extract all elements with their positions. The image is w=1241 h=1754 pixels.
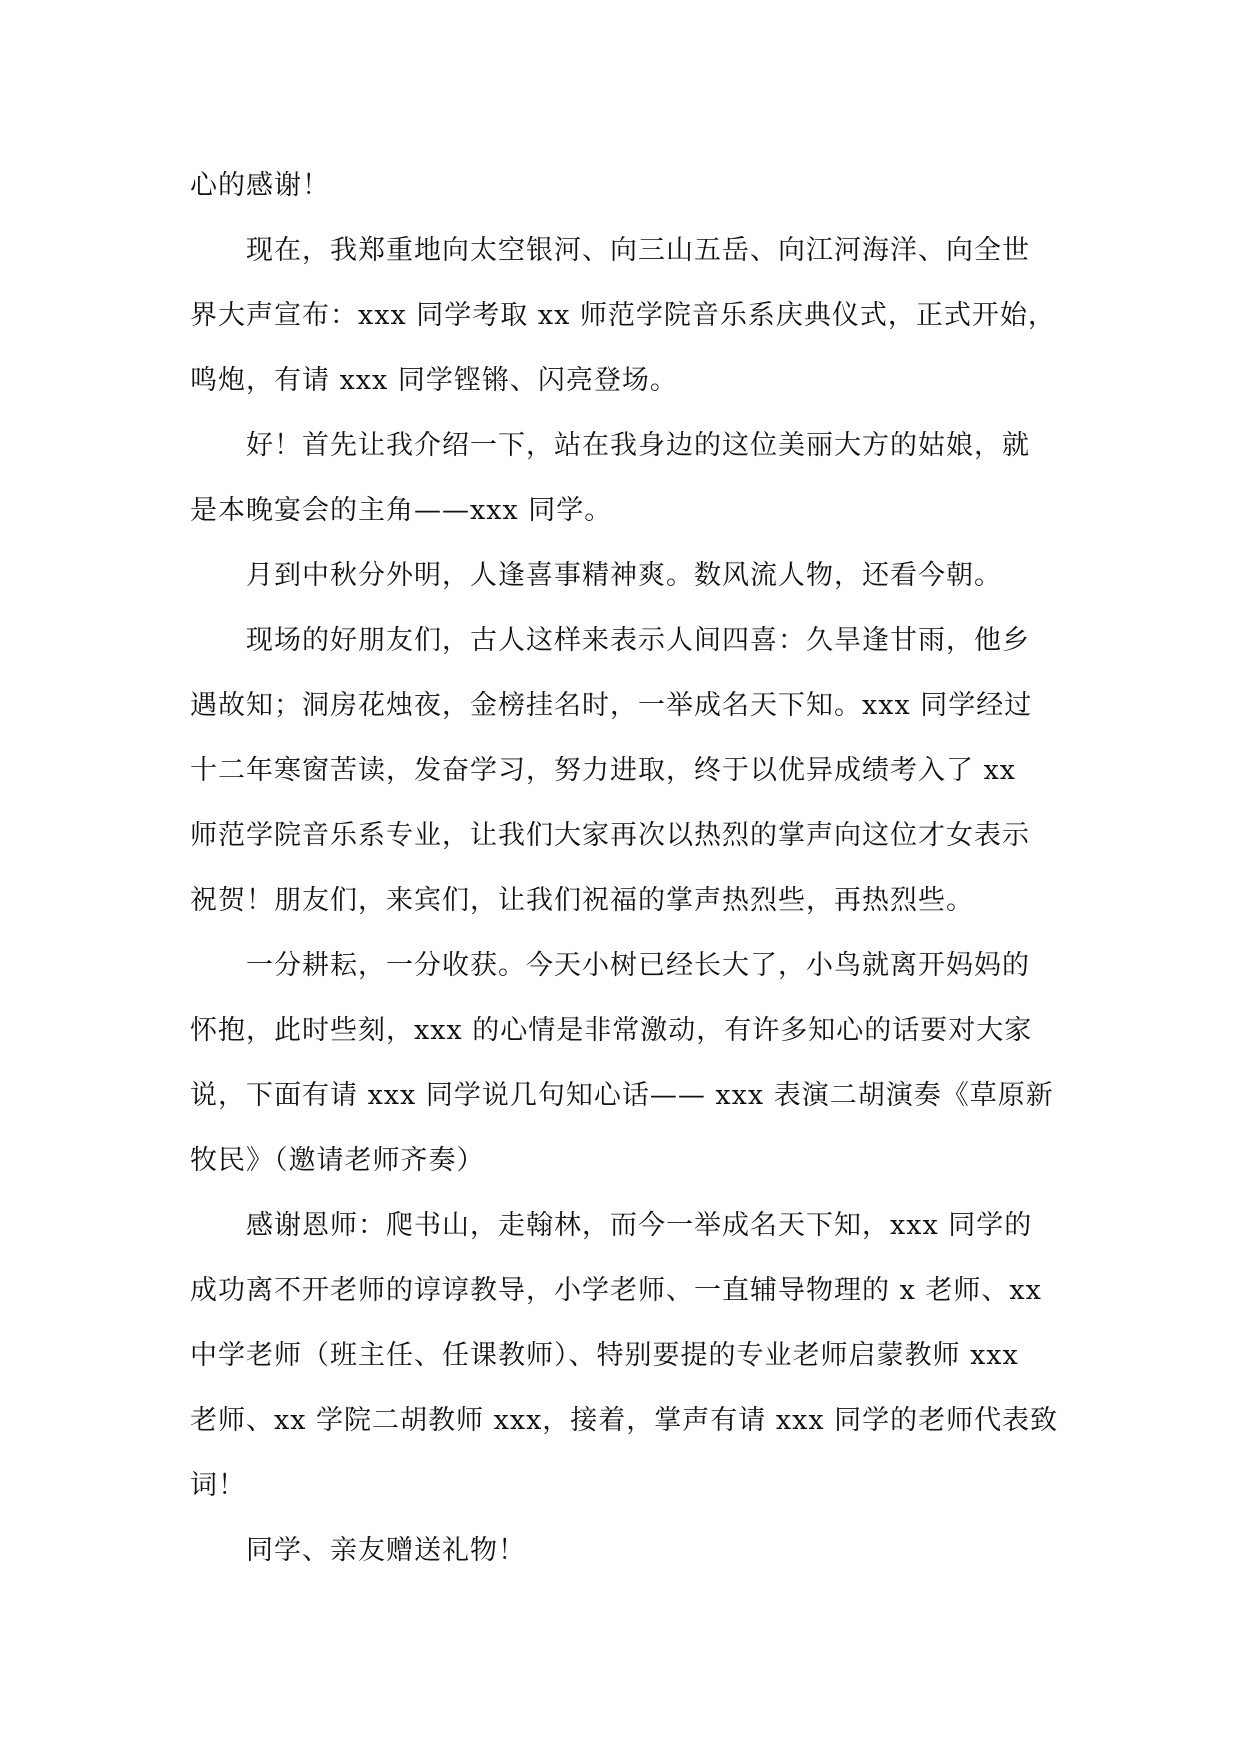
paragraph-6 <box>190 933 1054 1193</box>
text-line: 一分耕耘，一分收获。今天小树已经长大了，小鸟就离开妈妈的 <box>246 950 1030 981</box>
paragraph-8 <box>190 1518 1050 1583</box>
paragraph-3 <box>190 413 1050 543</box>
text-line: 老师、xx 学院二胡教师 xxx，接着，掌声有请 xxx 同学的老师代表致 <box>190 1405 1059 1436</box>
text-line: 成功离不开老师的谆谆教导，小学老师、一直辅导物理的 x 老师、xx <box>190 1275 1042 1306</box>
text-line: 遇故知；洞房花烛夜，金榜挂名时，一举成名天下知。xxx 同学经过 <box>190 690 1033 721</box>
text-line: 是本晚宴会的主角——xxx 同学。 <box>190 495 613 526</box>
text-line: 心的感谢！ <box>190 170 330 201</box>
text-line: 师范学院音乐系专业，让我们大家再次以热烈的掌声向这位才女表示 <box>190 820 1030 851</box>
text-line: 词！ <box>190 1470 246 1501</box>
text-line: 鸣炮，有请 xxx 同学铿锵、闪亮登场。 <box>190 365 678 396</box>
document-body <box>190 153 1059 1583</box>
text-line: 界大声宣布：xxx 同学考取 xx 师范学院音乐系庆典仪式，正式开始， <box>190 300 1056 331</box>
paragraph-4 <box>190 543 1050 608</box>
text-line: 牧民》（邀请老师齐奏） <box>190 1145 485 1176</box>
text-line: 现在，我郑重地向太空银河、向三山五岳、向江河海洋、向全世 <box>246 235 1030 266</box>
text-line: 现场的好朋友们，古人这样来表示人间四喜：久旱逢甘雨，他乡 <box>246 625 1030 656</box>
text-line: 中学老师（班主任、任课教师）、特别要提的专业老师启蒙教师 xxx <box>190 1340 1019 1371</box>
paragraph-1 <box>190 153 1050 218</box>
text-line: 十二年寒窗苦读，发奋学习，努力进取，终于以优异成绩考入了 xx <box>190 755 1017 786</box>
text-line: 说，下面有请 xxx 同学说几句知心话—— xxx 表演二胡演奏《草原新 <box>190 1080 1054 1111</box>
text-line: 感谢恩师：爬书山，走翰林，而今一举成名天下知，xxx 同学的 <box>246 1210 1033 1241</box>
text-line: 怀抱，此时些刻，xxx 的心情是非常激动，有许多知心的话要对大家 <box>190 1015 1033 1046</box>
paragraph-7 <box>190 1193 1059 1518</box>
paragraph-5 <box>190 608 1050 933</box>
paragraph-2 <box>190 218 1056 413</box>
text-line: 祝贺！朋友们，来宾们，让我们祝福的掌声热烈些，再热烈些。 <box>190 885 974 916</box>
text-line: 同学、亲友赠送礼物！ <box>246 1535 526 1566</box>
text-line: 好！首先让我介绍一下，站在我身边的这位美丽大方的姑娘，就 <box>246 430 1030 461</box>
text-line: 月到中秋分外明，人逢喜事精神爽。数风流人物，还看今朝。 <box>246 560 1002 591</box>
